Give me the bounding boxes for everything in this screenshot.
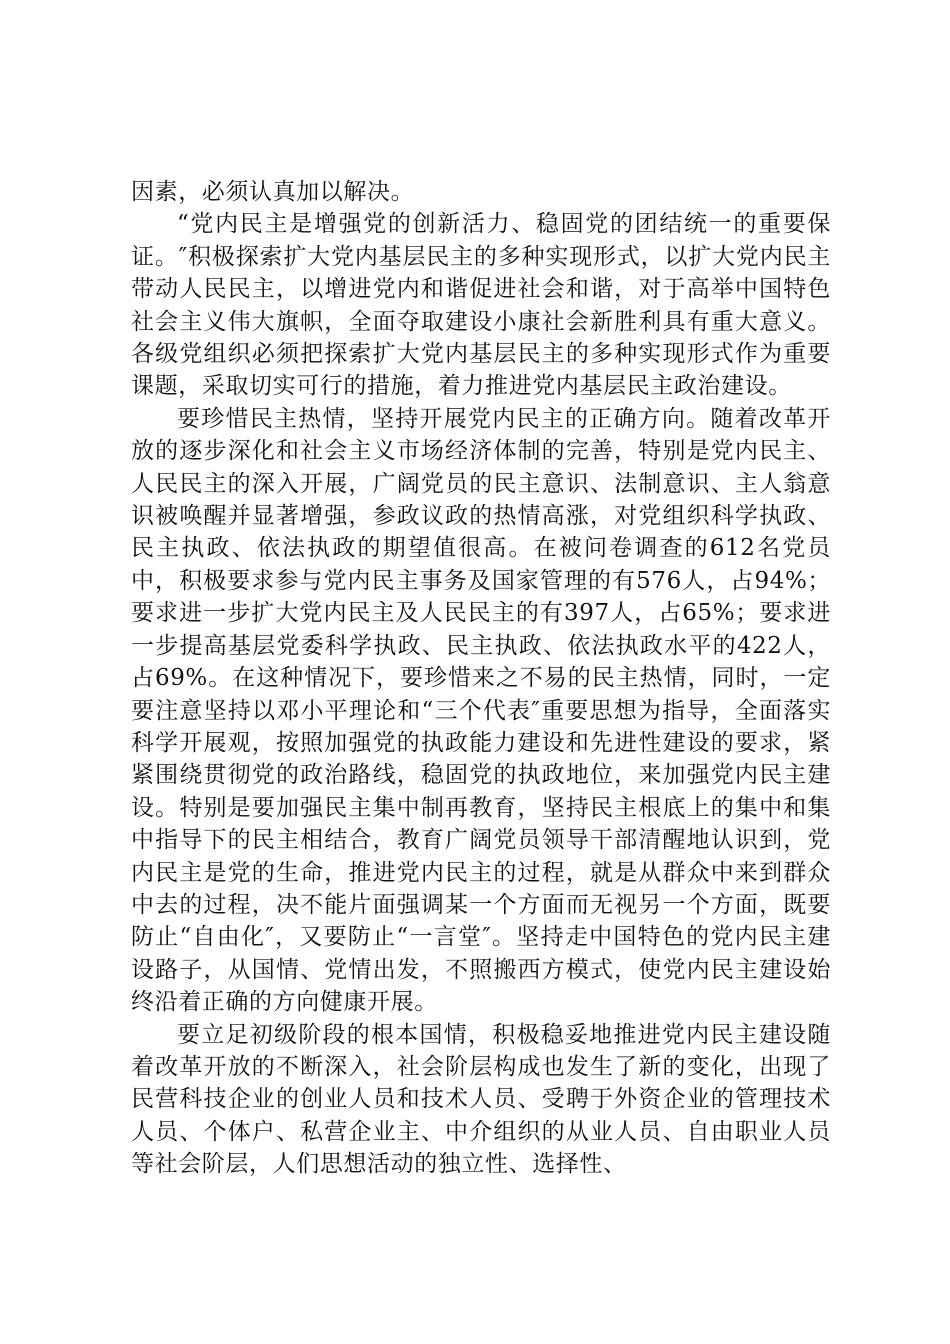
paragraph-1: 因素，必须认真加以解决。 [131, 179, 415, 205]
body-text [131, 176, 831, 1181]
paragraph-3: 要珍惜民主热情，坚持开展党内民主的正确方向。随着改革开放的逐步深化和社会主义市场经济体制的完善，特别是党内民主、人民民主的深入开展，广阔党员的民主意识、法制意识、主人翁意识被唤醒并显著增强，参政议政的热情高涨，对党组织科学执政、民主执政、依法执政的期望值很高。在被问卷调查的612名党员中，积极要求参与党内民主事务及国家管理的有576人，占94%；要求进一步扩大党内民主及人民民主的有397人，占65%；要求进一步提高基层党委科学执政、民主执政、依法执政水平的422人，占69%。在这种情况下，要珍惜来之不易的民主热情，同时，一定要注意坚持以邓小平理论和“三个代表″重要思想为指导，全面落实科学开展观，按照加强党的执政能力建设和先进性建设的要求，紧紧围绕贯彻党的政治路线，稳固党的执政地位，来加强党内民主建设。特别是要加强民主集中制再教育，坚持民主根底上的集中和集中指导下的民主相结合，教育广阔党员领导干部清醒地认识到，党内民主是党的生命，推进党内民主的过程，就是从群众中来到群众中去的过程，决不能片面强调某一个方面而无视另一个方面，既要防止“自由化″，又要防止“一言堂″。坚持走中国特色的党内民主建设路子，从国情、党情出发，不照搬西方模式，使党内民主建设始终沿着正确的方向健康开展。 [131, 405, 831, 1016]
paragraph-4: 要立足初级阶段的根本国情，积极稳妥地推进党内民主建设随着改革开放的不断深入，社会阶层构成也发生了新的变化，出现了民营科技企业的创业人员和技术人员、受聘于外资企业的管理技术人员、个体户、私营企业主、中介组织的从业人员、自由职业人员等社会阶层，人们思想活动的独立性、选择性、 [131, 1021, 831, 1178]
paragraph-2: “党内民主是增强党的创新活力、稳固党的团结统一的重要保证。″积极探索扩大党内基层民主的多种实现形式，以扩大党内民主带动人民民主，以增进党内和谐促进社会和谐，对于高举中国特色社会主义伟大旗帜，全面夺取建设小康社会新胜利具有重大意义。各级党组织必须把探索扩大党内基层民主的多种实现形式作为重要课题，采取切实可行的措施，着力推进党内基层民主政治建设。 [131, 211, 831, 400]
